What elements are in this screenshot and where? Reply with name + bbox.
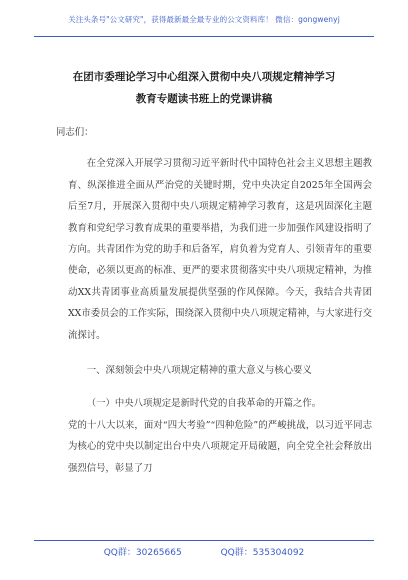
document-title — [40, 66, 368, 110]
footer-qq-group-1: QQ群：30265665 — [103, 548, 182, 558]
paragraph: 党的十八大以来，面对“四大考验”“四种危险”的严峻挑战，以习近平同志为核心的党中央以制定出台中央八项规定开局破题，向全党全社会释放出强烈信号，彰显了刀 — [68, 419, 372, 474]
footer-qq-group-2: QQ群：535304092 — [220, 548, 305, 558]
footer — [0, 545, 408, 558]
document-body — [56, 122, 372, 479]
header-banner: 关注头条号"公文研究"，获得最新最全最专业的公文资料库！ 微信：gongwenyj — [68, 15, 340, 24]
header-divider — [34, 36, 374, 37]
title-line-1: 在团市委理论学习中心组深入贯彻中央八项规定精神学习 — [72, 71, 336, 83]
section-heading: 一、深刻领会中央八项规定精神的重大意义与核心要义 — [86, 365, 312, 377]
footer-divider — [34, 540, 374, 541]
salutation: 同志们： — [56, 127, 94, 138]
title-line-2: 教育专题读书班上的党课讲稿 — [135, 93, 273, 105]
subsection-heading: （一）中央八项规定是新时代党的自我革命的开篇之作。 — [86, 398, 322, 410]
paragraph: 在全党深入开展学习贯彻习近平新时代中国特色社会主义思想主题教育、纵深推进全面从严治党的关键时期，党中央决定自2025年全国两会后至7月，开展深入贯彻中央八项规定精神学习教育，这是巩固深化主题教育和党纪学习教育成果的重要举措，为我们进一步加强作风建设指明了方向。共青团作为党的助手和后备军，肩负着为党育人、引领青年的重要使命，必须以更高的标准、更严的要求贯彻落实中央八项规定精神，为推动XX共青团事业高质量发展提供坚强的作风保障。今天，我结合共青团XX市委员会的工作实际，围绕深入贯彻中央八项规定精神，与大家进行交流探讨。 — [68, 158, 372, 341]
